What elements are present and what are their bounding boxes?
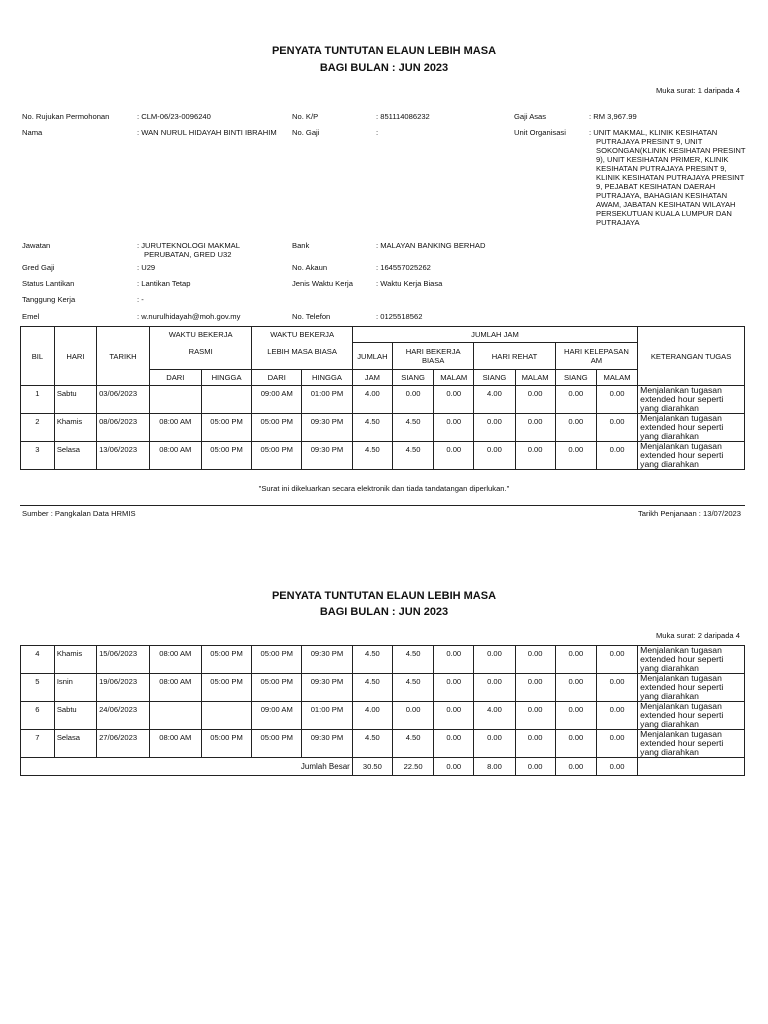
cell-tarikh: 03/06/2023 — [97, 386, 150, 414]
cell-hari: Selasa — [54, 442, 96, 470]
overtime-table — [20, 326, 745, 470]
total-rehat-siang: 8.00 — [474, 758, 515, 776]
unit-label: Unit Organisasi — [514, 128, 566, 137]
cell-kelepasan-siang: 0.00 — [555, 386, 596, 414]
cell-rehat-malam: 0.00 — [515, 730, 555, 758]
cell-bekerja-siang: 4.50 — [392, 674, 433, 702]
cell-keterangan: Menjalankan tugasan extended hour seperti yang diarahkan — [638, 386, 745, 414]
page2-subtitle: BAGI BULAN : JUN 2023 — [319, 606, 449, 618]
nama-label: Nama — [22, 128, 43, 137]
header-bekerja-malam: MALAM — [434, 370, 474, 386]
cell-kelepasan-siang: 0.00 — [555, 442, 596, 470]
cell-bil: 3 — [21, 442, 55, 470]
page-number: Muka surat: 1 daripada 4 — [655, 86, 740, 95]
cell-bekerja-malam: 0.00 — [434, 730, 474, 758]
table-body-page2 — [21, 646, 745, 758]
cell-rehat-malam: 0.00 — [515, 386, 555, 414]
cell-lebih-hingga: 01:00 PM — [302, 386, 353, 414]
cell-lebih-hingga: 01:00 PM — [302, 702, 353, 730]
cell-lebih-hingga: 09:30 PM — [302, 646, 353, 674]
total-label: Jumlah Besar — [21, 758, 353, 776]
cell-jam: 4.50 — [352, 414, 392, 442]
table-row — [21, 414, 745, 442]
header-kelepasan-malam: MALAM — [596, 370, 637, 386]
cell-bil: 2 — [21, 414, 55, 442]
cell-kelepasan-siang: 0.00 — [555, 646, 596, 674]
rujukan-value: : CLM-06/23-0096240 — [137, 112, 211, 121]
cell-rehat-siang: 0.00 — [474, 646, 515, 674]
header-lebih-dari: DARI — [252, 370, 302, 386]
cell-jam: 4.50 — [352, 674, 392, 702]
cell-bekerja-siang: 0.00 — [392, 702, 433, 730]
cell-lebih-dari: 09:00 AM — [252, 386, 302, 414]
header-waktu-rasmi — [149, 327, 252, 370]
cell-kelepasan-malam: 0.00 — [596, 414, 637, 442]
cell-hari: Selasa — [54, 730, 96, 758]
cell-tarikh: 27/06/2023 — [97, 730, 150, 758]
status-label: Status Lantikan — [22, 279, 75, 288]
cell-tarikh: 24/06/2023 — [97, 702, 150, 730]
header-lebih-hingga: HINGGA — [302, 370, 353, 386]
jenis-label: Jenis Waktu Kerja — [292, 279, 353, 288]
cell-rasmi-dari: 08:00 AM — [149, 730, 201, 758]
table-row — [21, 730, 745, 758]
cell-lebih-hingga: 09:30 PM — [302, 730, 353, 758]
telefon-label: No. Telefon — [292, 312, 331, 321]
cell-bil: 6 — [21, 702, 55, 730]
gred-label: Gred Gaji — [22, 263, 55, 272]
cell-bekerja-malam: 0.00 — [434, 646, 474, 674]
header-bil: BIL — [21, 327, 55, 386]
cell-lebih-hingga: 09:30 PM — [302, 442, 353, 470]
total-keterangan — [638, 758, 745, 776]
header-hari-rehat: HARI REHAT — [474, 343, 555, 370]
cell-tarikh: 08/06/2023 — [97, 414, 150, 442]
cell-keterangan: Menjalankan tugasan extended hour seperti yang diarahkan — [638, 442, 745, 470]
cell-lebih-dari: 05:00 PM — [252, 646, 302, 674]
cell-keterangan: Menjalankan tugasan extended hour seperti yang diarahkan — [638, 414, 745, 442]
cell-lebih-dari: 05:00 PM — [252, 730, 302, 758]
cell-rasmi-hingga: 05:00 PM — [201, 730, 252, 758]
header-rehat-siang: SIANG — [474, 370, 515, 386]
no-gaji-value: : — [376, 128, 379, 137]
cell-rasmi-dari — [149, 386, 201, 414]
cell-tarikh: 13/06/2023 — [97, 442, 150, 470]
cell-rasmi-hingga: 05:00 PM — [201, 442, 252, 470]
cell-rehat-malam: 0.00 — [515, 702, 555, 730]
cell-jam: 4.50 — [352, 646, 392, 674]
cell-lebih-dari: 05:00 PM — [252, 442, 302, 470]
page-subtitle: BAGI BULAN : JUN 2023 — [319, 62, 449, 74]
cell-rehat-malam: 0.00 — [515, 674, 555, 702]
header-rasmi-dari: DARI — [149, 370, 201, 386]
cell-lebih-dari: 05:00 PM — [252, 414, 302, 442]
cell-bil: 5 — [21, 674, 55, 702]
cell-rasmi-dari: 08:00 AM — [149, 674, 201, 702]
cell-rehat-siang: 0.00 — [474, 730, 515, 758]
table-row — [21, 674, 745, 702]
table-body-page1 — [21, 386, 745, 470]
table-row — [21, 442, 745, 470]
cell-rasmi-hingga: 05:00 PM — [201, 646, 252, 674]
cell-kelepasan-siang: 0.00 — [555, 730, 596, 758]
header-waktu-lebih-line2: LEBIH MASA BIASA — [267, 347, 337, 356]
cell-bekerja-malam: 0.00 — [434, 442, 474, 470]
cell-keterangan: Menjalankan tugasan extended hour seperti yang diarahkan — [638, 702, 745, 730]
cell-jam: 4.00 — [352, 386, 392, 414]
page2-number: Muka surat: 2 daripada 4 — [655, 631, 740, 640]
page-title: PENYATA TUNTUTAN ELAUN LEBIH MASA — [271, 45, 497, 57]
cell-bekerja-siang: 4.50 — [392, 414, 433, 442]
cell-hari: Sabtu — [54, 386, 96, 414]
cell-rehat-malam: 0.00 — [515, 442, 555, 470]
gaji-asas-value: : RM 3,967.99 — [589, 112, 637, 121]
cell-kelepasan-malam: 0.00 — [596, 386, 637, 414]
header-hari-bekerja: HARI BEKERJA BIASA — [392, 343, 473, 370]
cell-bekerja-siang: 4.50 — [392, 442, 433, 470]
page2-title: PENYATA TUNTUTAN ELAUN LEBIH MASA — [271, 590, 497, 602]
header-waktu-lebih — [252, 327, 352, 370]
cell-kelepasan-siang: 0.00 — [555, 414, 596, 442]
cell-jam: 4.50 — [352, 442, 392, 470]
cell-tarikh: 15/06/2023 — [97, 646, 150, 674]
total-kelepasan-siang: 0.00 — [555, 758, 596, 776]
kp-value: : 851114086232 — [376, 112, 430, 121]
table-row — [21, 702, 745, 730]
overtime-table-continued — [20, 645, 745, 776]
header-waktu-rasmi-line2: RASMI — [188, 347, 213, 356]
akaun-value: : 164557025262 — [376, 263, 431, 272]
cell-rasmi-dari: 08:00 AM — [149, 414, 201, 442]
cell-hari: Sabtu — [54, 702, 96, 730]
table-row — [21, 386, 745, 414]
header-jumlah: JUMLAH — [352, 343, 392, 370]
cell-bekerja-malam: 0.00 — [434, 702, 474, 730]
cell-jam: 4.50 — [352, 730, 392, 758]
total-jam: 30.50 — [352, 758, 392, 776]
header-jam: JAM — [352, 370, 392, 386]
source-text: Sumber : Pangkalan Data HRMIS — [22, 509, 136, 518]
cell-bil: 7 — [21, 730, 55, 758]
cell-hari: Khamis — [54, 646, 96, 674]
telefon-value: : 0125518562 — [376, 312, 423, 321]
cell-lebih-dari: 05:00 PM — [252, 674, 302, 702]
cell-rehat-malam: 0.00 — [515, 646, 555, 674]
jawatan-label: Jawatan — [22, 241, 51, 250]
cell-bil: 1 — [21, 386, 55, 414]
status-value: : Lantikan Tetap — [137, 279, 191, 288]
cell-bekerja-malam: 0.00 — [434, 674, 474, 702]
cell-rasmi-hingga: 05:00 PM — [201, 414, 252, 442]
cell-jam: 4.00 — [352, 702, 392, 730]
total-kelepasan-malam: 0.00 — [596, 758, 637, 776]
cell-lebih-hingga: 09:30 PM — [302, 414, 353, 442]
cell-rehat-siang: 0.00 — [474, 442, 515, 470]
emel-label: Emel — [22, 312, 40, 321]
footer-divider — [20, 505, 745, 506]
cell-bil: 4 — [21, 646, 55, 674]
header-rasmi-hingga: HINGGA — [201, 370, 252, 386]
no-gaji-label: No. Gaji — [292, 128, 320, 137]
tanggung-value: : - — [137, 295, 144, 304]
header-waktu-lebih-line1: WAKTU BEKERJA — [270, 330, 335, 339]
cell-rasmi-hingga: 05:00 PM — [201, 674, 252, 702]
cell-hari: Khamis — [54, 414, 96, 442]
jenis-value: : Waktu Kerja Biasa — [376, 279, 443, 288]
cell-rehat-siang: 4.00 — [474, 386, 515, 414]
cell-bekerja-siang: 0.00 — [392, 386, 433, 414]
header-waktu-rasmi-line1: WAKTU BEKERJA — [168, 330, 233, 339]
cell-bekerja-siang: 4.50 — [392, 730, 433, 758]
cell-rehat-siang: 0.00 — [474, 414, 515, 442]
cell-keterangan: Menjalankan tugasan extended hour seperti yang diarahkan — [638, 674, 745, 702]
total-bekerja-siang: 22.50 — [392, 758, 433, 776]
cell-rasmi-dari: 08:00 AM — [149, 442, 201, 470]
cell-rehat-siang: 4.00 — [474, 702, 515, 730]
kp-label: No. K/P — [292, 112, 319, 121]
cell-rehat-siang: 0.00 — [474, 674, 515, 702]
header-hari-kelepasan: HARI KELEPASAN AM — [555, 343, 637, 370]
emel-value: : w.nurulhidayah@moh.gov.my — [137, 312, 241, 321]
cell-rasmi-hingga — [201, 702, 252, 730]
cell-keterangan: Menjalankan tugasan extended hour seperti yang diarahkan — [638, 730, 745, 758]
cell-kelepasan-malam: 0.00 — [596, 702, 637, 730]
cell-rasmi-hingga — [201, 386, 252, 414]
cell-bekerja-siang: 4.50 — [392, 646, 433, 674]
header-kelepasan-siang: SIANG — [555, 370, 596, 386]
table-row — [21, 646, 745, 674]
header-keterangan: KETERANGAN TUGAS — [638, 327, 745, 386]
header-hari: HARI — [54, 327, 96, 386]
electronic-note: "Surat ini dikeluarkan secara elektronik dan tiada tandatangan diperlukan." — [258, 484, 510, 493]
cell-kelepasan-siang: 0.00 — [555, 702, 596, 730]
jawatan-value: : JURUTEKNOLOGI MAKMAL PERUBATAN, GRED U32 — [137, 241, 240, 259]
cell-lebih-hingga: 09:30 PM — [302, 674, 353, 702]
cell-rehat-malam: 0.00 — [515, 414, 555, 442]
generation-date: Tarikh Penjanaan : 13/07/2023 — [637, 509, 741, 518]
cell-hari: Isnin — [54, 674, 96, 702]
header-tarikh: TARIKH — [97, 327, 150, 386]
total-row — [21, 758, 745, 776]
rujukan-label: No. Rujukan Permohonan — [22, 112, 110, 121]
cell-kelepasan-malam: 0.00 — [596, 646, 637, 674]
cell-bekerja-malam: 0.00 — [434, 386, 474, 414]
cell-kelepasan-malam: 0.00 — [596, 674, 637, 702]
cell-lebih-dari: 09:00 AM — [252, 702, 302, 730]
cell-keterangan: Menjalankan tugasan extended hour seperti yang diarahkan — [638, 646, 745, 674]
cell-kelepasan-malam: 0.00 — [596, 442, 637, 470]
nama-value: : WAN NURUL HIDAYAH BINTI IBRAHIM — [137, 128, 277, 137]
cell-rasmi-dari: 08:00 AM — [149, 646, 201, 674]
bank-label: Bank — [292, 241, 310, 250]
bank-value: : MALAYAN BANKING BERHAD — [376, 241, 486, 250]
cell-bekerja-malam: 0.00 — [434, 414, 474, 442]
unit-value: : UNIT MAKMAL, KLINIK KESIHATAN PUTRAJAYA PRESINT 9, UNIT SOKONGAN(KLINIK KESIHATAN PRESINT 9), UNIT KESIHATAN PRIMER, KLINIK KESIHATAN PUTRAJAYA PRESINT 9, KLINIK KESIHATAN PUTRAJAYA PRESINT 9, PEJABAT KESIHATAN DAERAH PUTRAJAYA, BAHAGIAN KESIHATAN AWAM, JABATAN KESIHATAN WILAYAH PERSEKUTUAN KUALA LUMPUR DAN PUTRAJAYA — [589, 128, 746, 227]
akaun-label: No. Akaun — [292, 263, 328, 272]
cell-kelepasan-malam: 0.00 — [596, 730, 637, 758]
cell-rasmi-dari — [149, 702, 201, 730]
gred-value: : U29 — [137, 263, 156, 272]
total-bekerja-malam: 0.00 — [434, 758, 474, 776]
cell-kelepasan-siang: 0.00 — [555, 674, 596, 702]
cell-tarikh: 19/06/2023 — [97, 674, 150, 702]
total-rehat-malam: 0.00 — [515, 758, 555, 776]
gaji-asas-label: Gaji Asas — [514, 112, 547, 121]
header-rehat-malam: MALAM — [515, 370, 555, 386]
tanggung-label: Tanggung Kerja — [22, 295, 76, 304]
header-jumlah-jam: JUMLAH JAM — [352, 327, 637, 343]
header-bekerja-siang: SIANG — [392, 370, 433, 386]
